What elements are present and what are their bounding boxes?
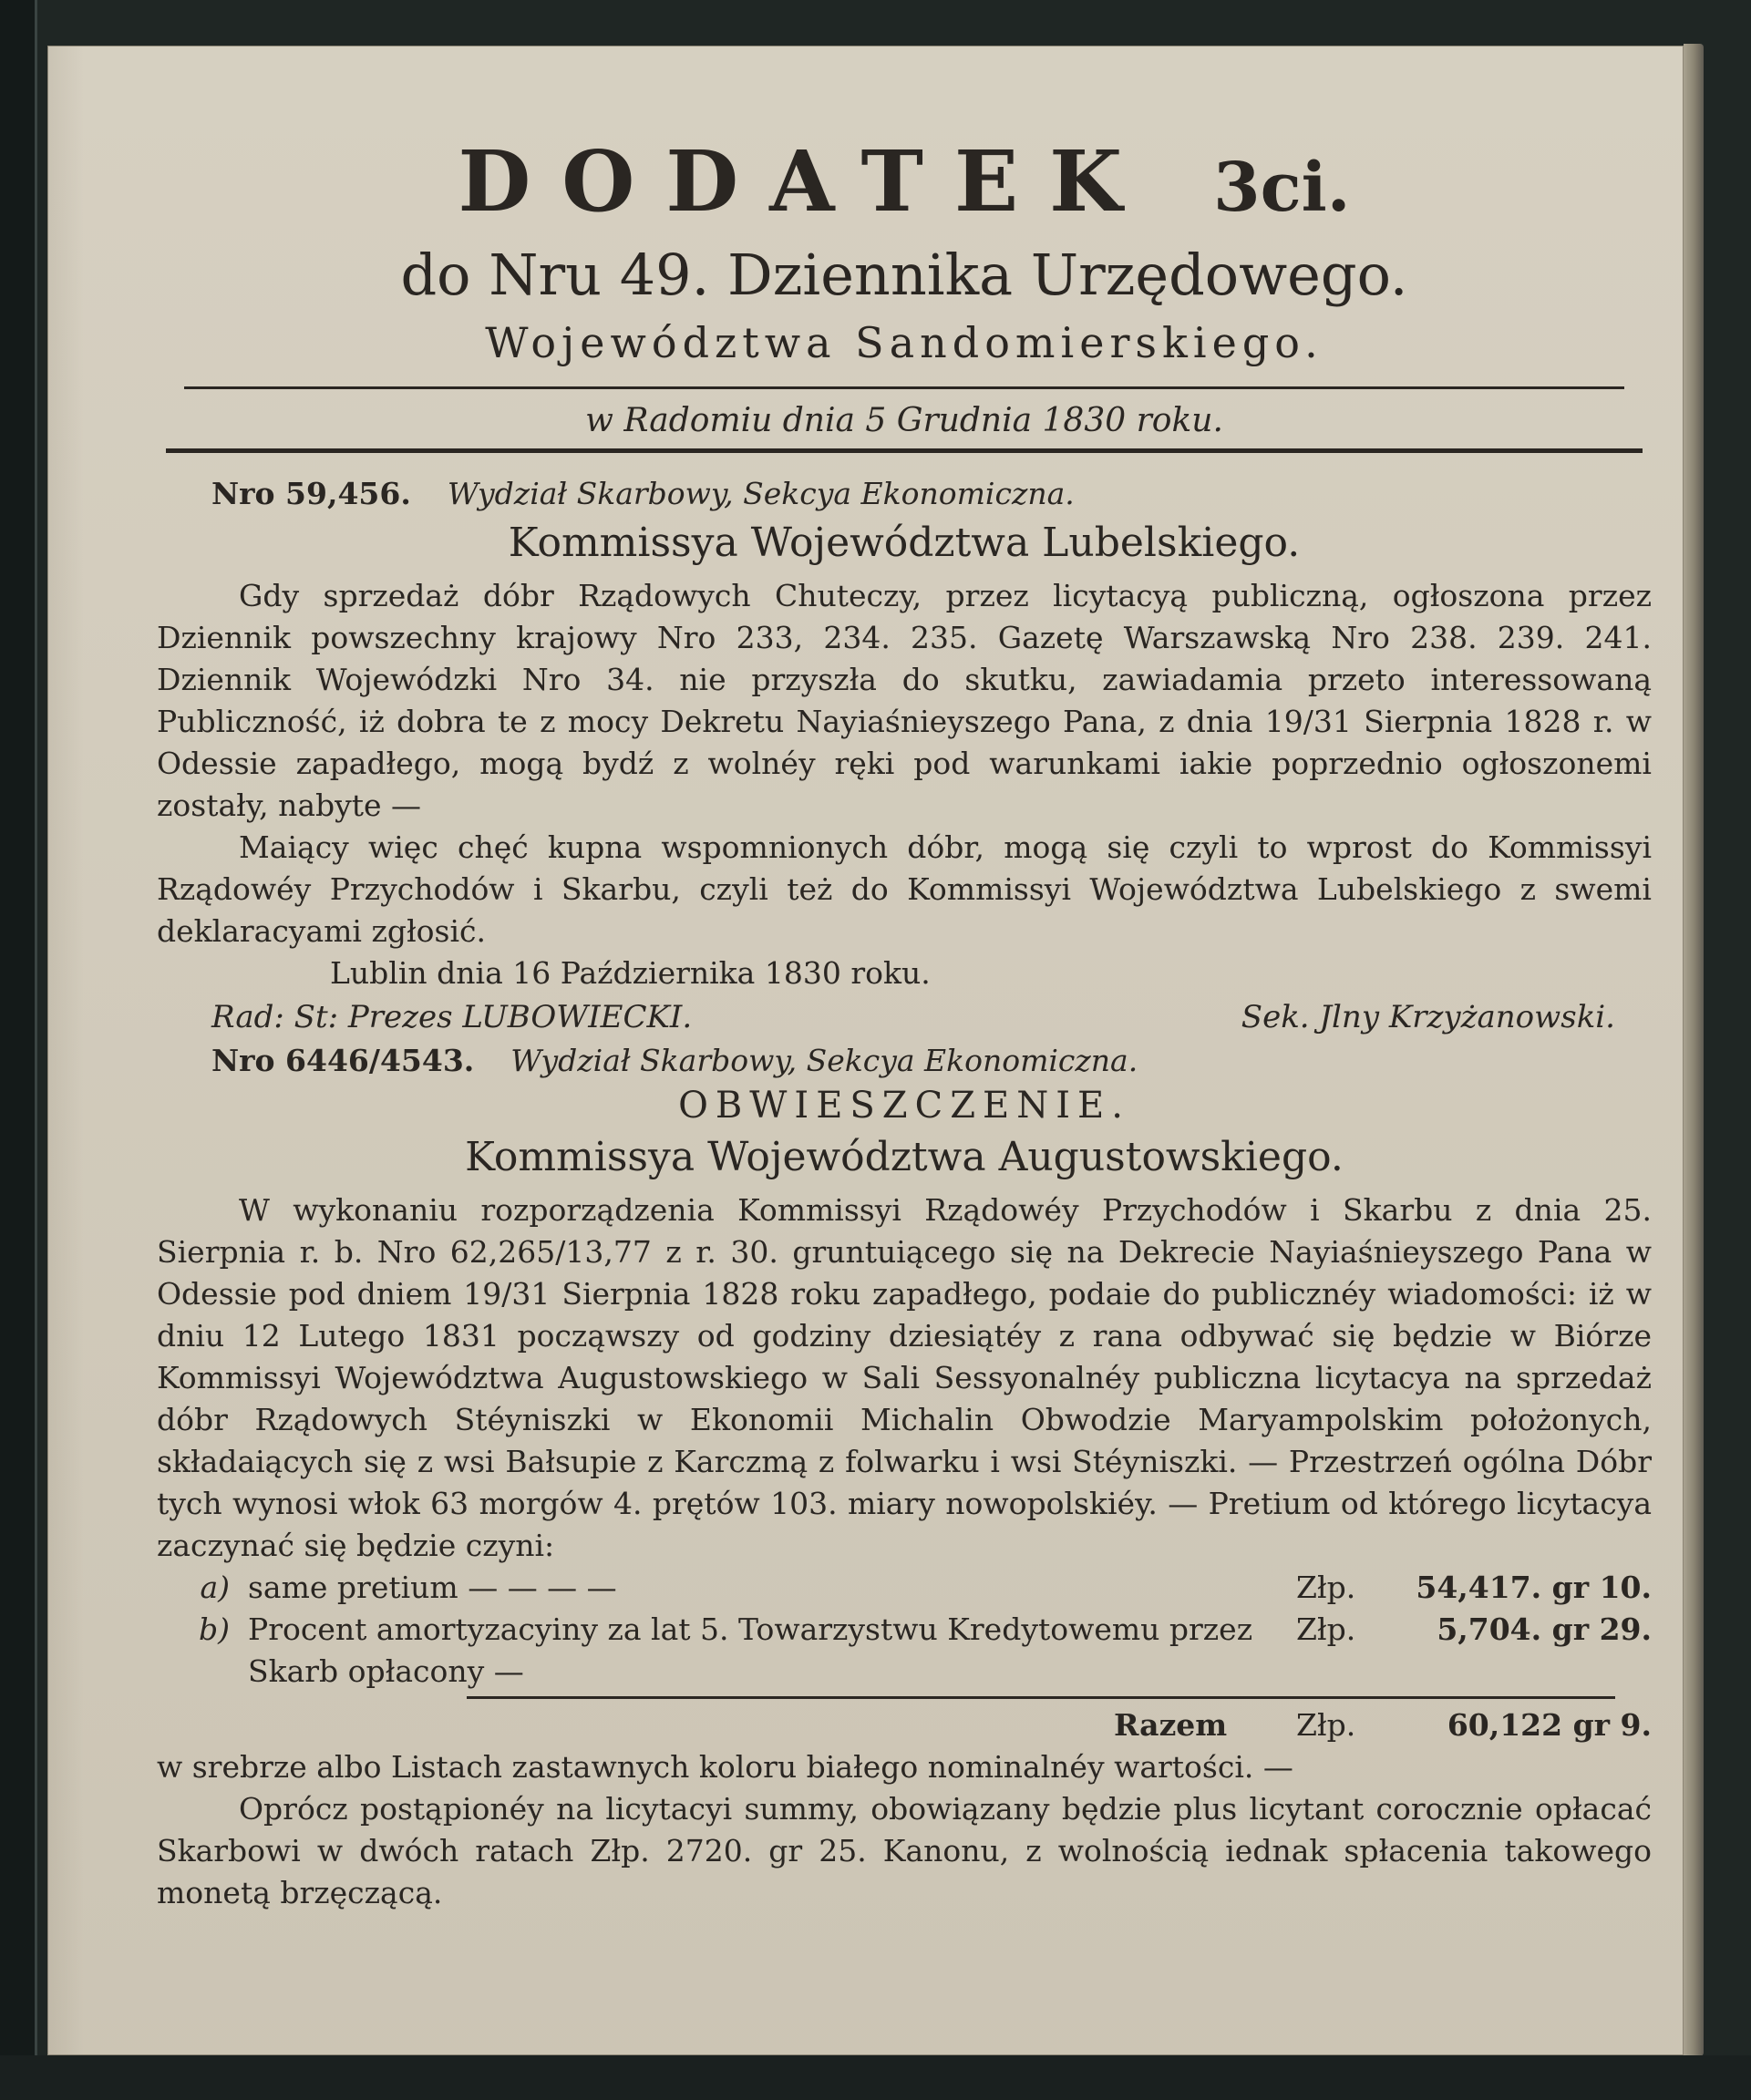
notice-place-date: Lublin dnia 16 Października 1830 roku. [330,955,931,991]
signature-left: Rad: St: Prezes LUBOWIECKI. [211,999,693,1035]
document-page [47,46,1684,2055]
notice-paragraph: Gdy sprzedaż dóbr Rządowych Chuteczy, przez licytacyą publiczną, ogłoszona przez Dziennik powszechny krajowy Nro 233, 234. 235. Gazetę Warszawską Nro 238. 239. 241. Dziennik Wojewódzki Nro 34. nie przyszła do skutku, zawiadamia przeto interessowaną Publiczność, iż dobra te z mocy Dekretu Nayiaśnieyszego Pana, z dnia 19/31 Sierpnia 1828 r. w Odessie zapadłego, mogą bydź z wolnéy ręki pod warunkami iakie poprzednio ogłoszonemi zostały, nabyte — [157,578,1652,823]
price-item-currency: Złp. [1296,1570,1356,1605]
price-item-text: Procent amortyzacyiny za lat 5. Towarzystwu Kredytowemu przez Skarb opłacony — [248,1611,1253,1689]
dateline-rule [166,448,1643,453]
price-item-text: same pretium — — — — [248,1570,617,1605]
sum-rule [467,1696,1615,1699]
notice-number: Nro 59,456. [211,476,411,511]
masthead-dodatek: DODATEK [458,132,1154,231]
signature-right: Sek. Jlny Krzyżanowski. [1241,999,1615,1035]
price-item-amount: 54,417. gr 10. [1416,1570,1652,1605]
masthead-subtitle-2: Województwa Sandomierskiego. [485,318,1324,367]
signatures [157,994,1652,1040]
masthead-title [157,132,1652,237]
masthead [157,132,1652,370]
masthead-subtitle: do Nru 49. Dziennika Urzędowego. [400,242,1408,308]
dateline: w Radomiu dnia 5 Grudnia 1830 roku. [585,402,1223,439]
notice-department: Wydział Skarbowy, Sekcya Ekonomiczna. [510,1043,1138,1078]
notice-header [157,473,1652,515]
price-item-amount: 5,704. gr 29. [1437,1611,1652,1647]
notice-number: Nro 6446/4543. [211,1043,475,1078]
price-item-currency: Złp. [1296,1611,1356,1647]
sum-amount: 60,122 gr 9. [1447,1707,1652,1743]
scanner-frame-left [0,0,37,2100]
notice-lubelskie [157,473,1652,1040]
notice-authority: Kommissya Województwa Lubelskiego. [508,520,1301,566]
page-edge [1684,44,1704,2056]
price-item [157,1609,1652,1693]
notice-heading: OBWIESZCZENIE. [678,1085,1130,1127]
masthead-rule [184,386,1624,389]
notice-paragraph: Maiący więc chęć kupna wspomnionych dóbr, mogą się czyli to wprost do Kommissyi Rządowéy Przychodów i Skarbu, czyli też do Kommissyi Województwa Lubelskiego z swemi deklaracyami zgłosić. [157,829,1652,949]
sum-currency: Złp. [1296,1707,1356,1743]
notice-header [157,1040,1652,1082]
masthead-number: 3ci. [1213,149,1351,227]
sum-row [157,1704,1652,1746]
notice-paragraph: w srebrze albo Listach zastawnych koloru białego nominalnéy wartości. — [157,1749,1293,1785]
price-item-mark: a) [200,1570,230,1605]
notice-department: Wydział Skarbowy, Sekcya Ekonomiczna. [447,476,1075,511]
page-content [157,132,1652,1914]
notice-authority: Kommissya Województwa Augustowskiego. [465,1134,1344,1180]
notice-augustowskie [157,1040,1652,1914]
notice-paragraph: W wykonaniu rozporządzenia Kommissyi Rządowéy Przychodów i Skarbu z dnia 25. Sierpnia r. b. Nro 62,265/13,77 z r. 30. gruntuiącego się na Dekrecie Nayiaśnieyszego Pana w Odessie pod dniem 19/31 Sierpnia 1828 roku zapadłego, podaie do publicznéy wiadomości: iż w dniu 12 Lutego 1831 począwszy od godziny dziesiątéy z rana odbywać się będzie w Biórze Kommissyi Województwa Augustowskiego w Sali Sessyonalnéy publiczna licytacya na sprzedaż dóbr Rządowych Stéyniszki w Ekonomii Michalin Obwodzie Maryampolskim położonych, składaiących się z wsi Bałsupie z Karczmą z folwarku i wsi Stéyniszki. — Przestrzeń ogólna Dóbr tych wynosi włok 63 morgów 4. prętów 103. miary nowopolskiéy. — Pretium od którego licytacya zaczynać się będzie czyni: [157,1192,1652,1563]
notice-paragraph: Oprócz postąpionéy na licytacyi summy, obowiązany będzie plus licytant corocznie opłacać Skarbowi w dwóch ratach Złp. 2720. gr 25. Kanonu, z wolnością iednak spłacenia takowego monetą brzęczącą. [157,1791,1652,1910]
price-item-mark: b) [199,1611,230,1647]
scanner-frame-bottom [0,2055,1751,2100]
price-item [157,1567,1652,1609]
sum-label: Razem [1114,1707,1228,1743]
